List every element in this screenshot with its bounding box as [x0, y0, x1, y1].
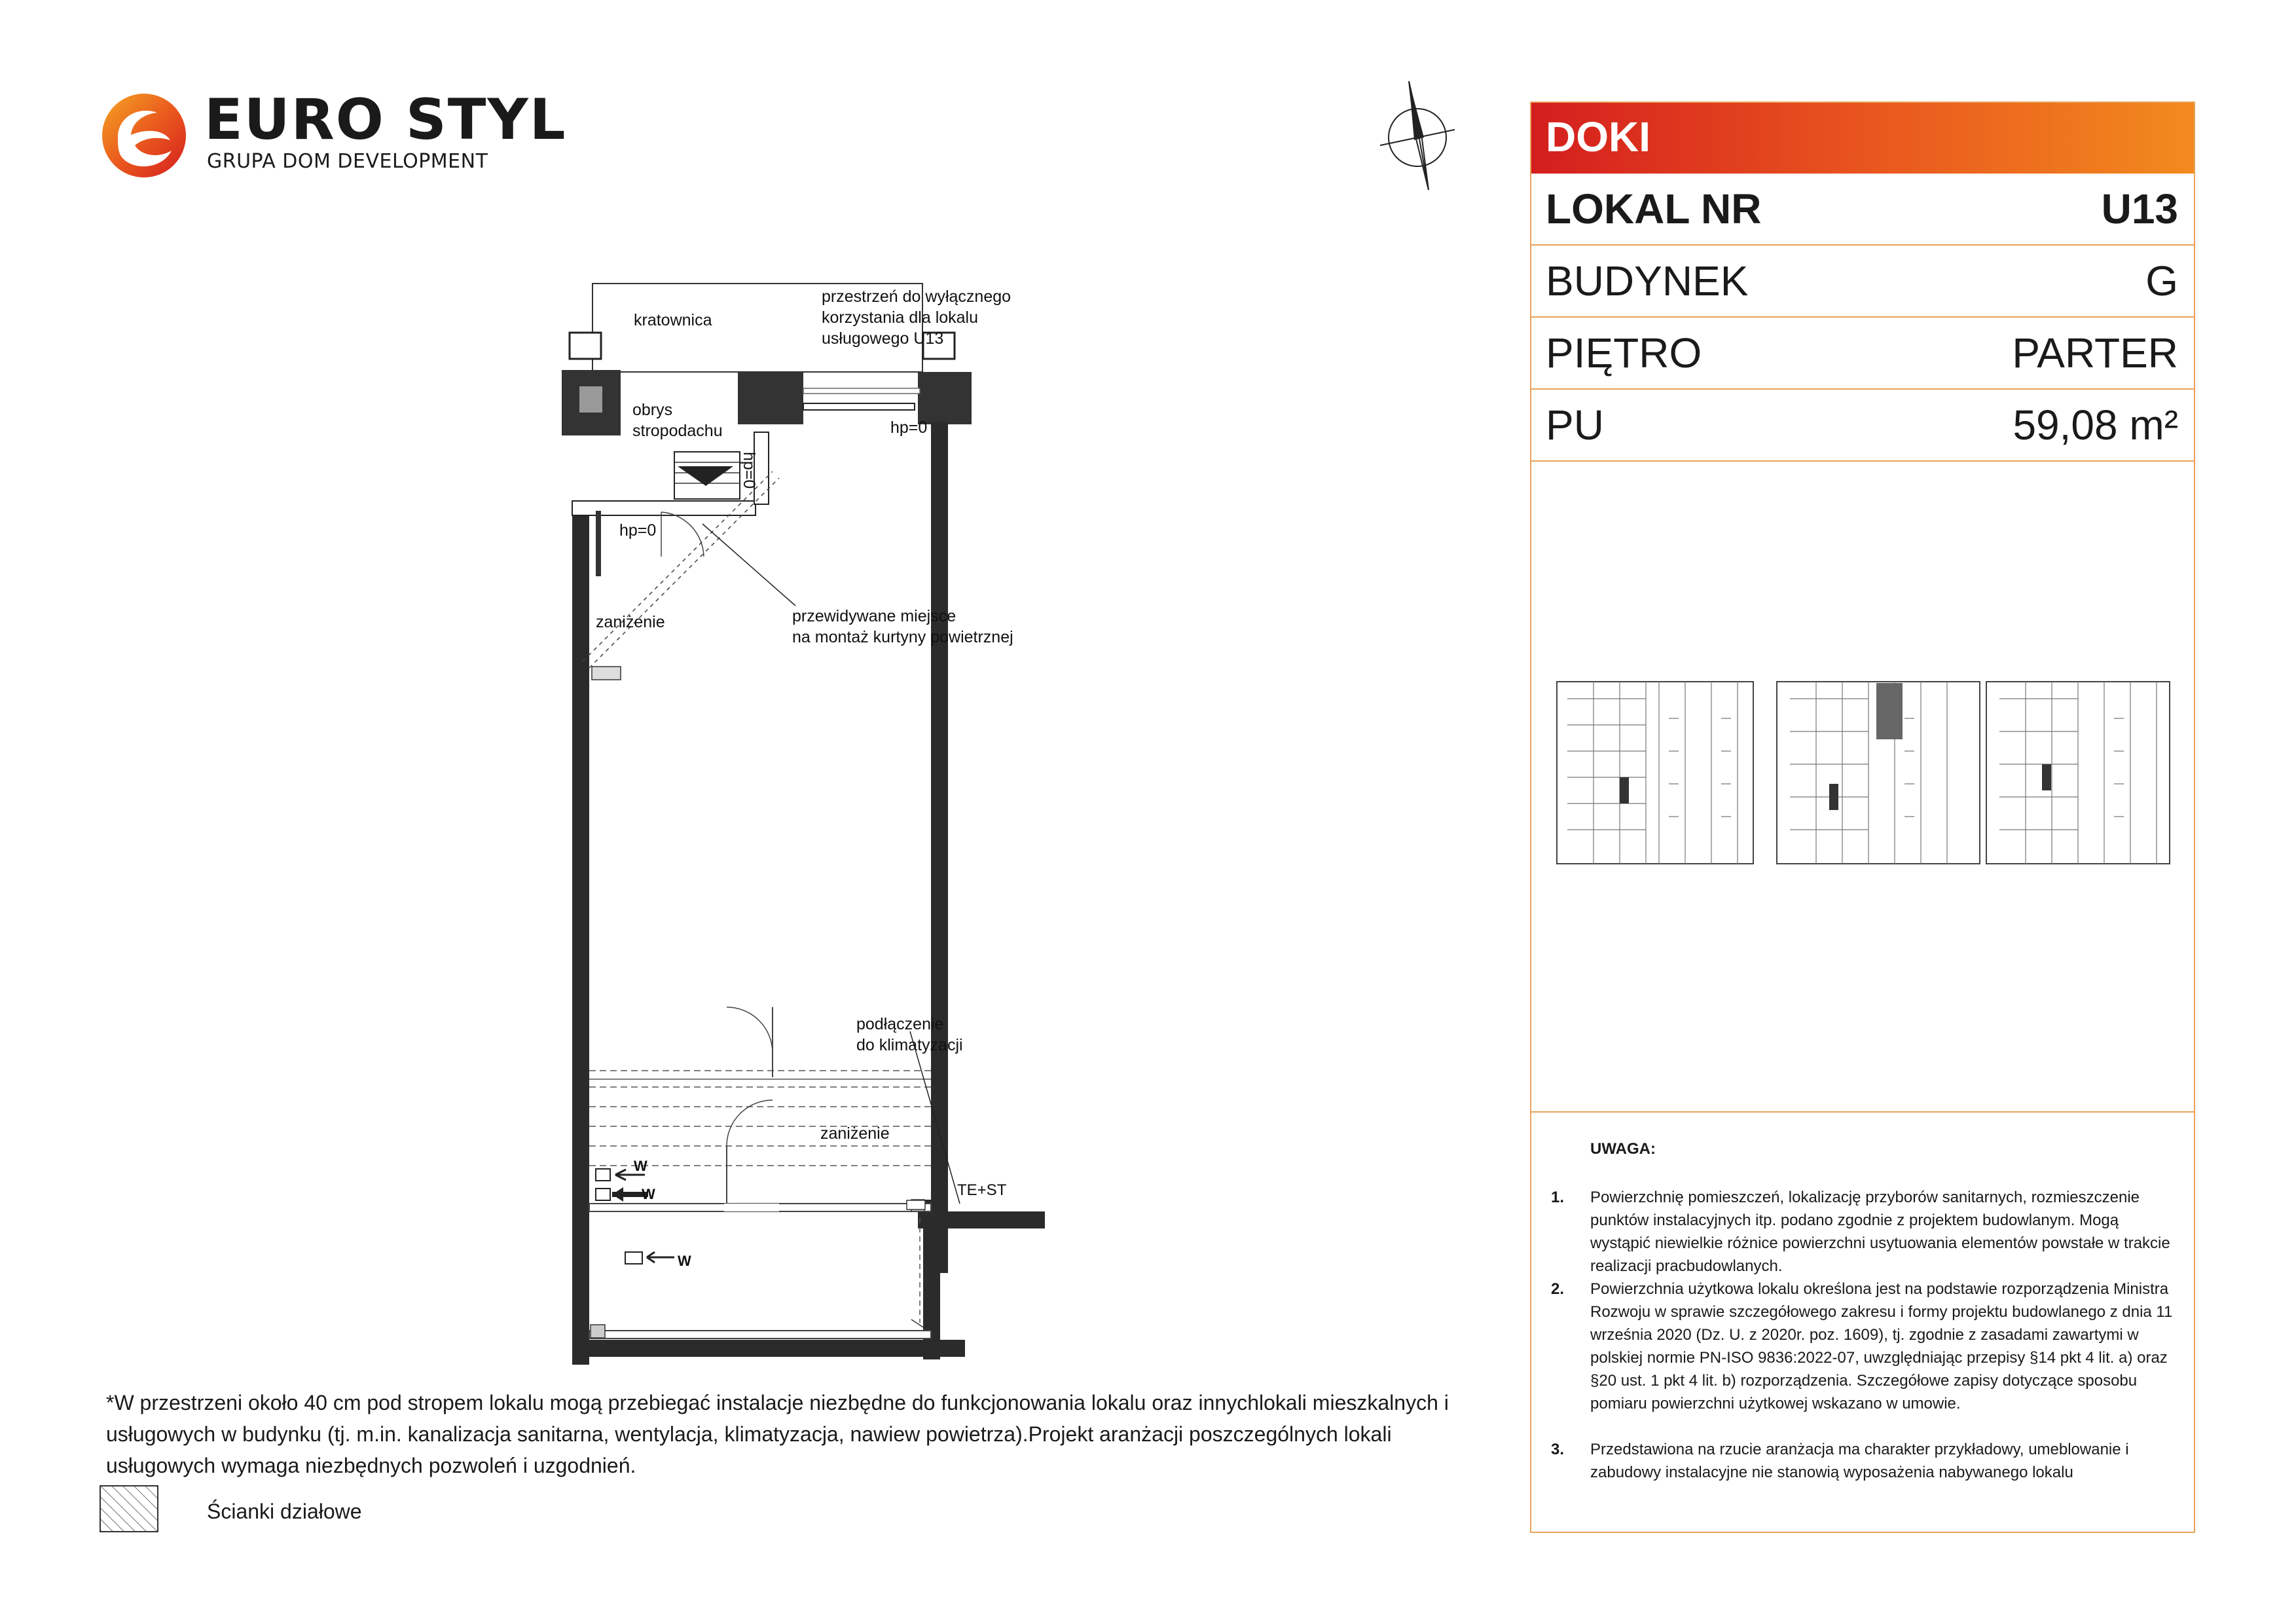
- note-2-text: Powierzchnia użytkowa lokalu określona jest na podstawie rozporządzenia Ministra Rozwoju w sprawie szczegółowego zakresu i formy projektu budowlanego z dnia 11 września 2020 (Dz. U. z 2020r. poz. 1609), tj. zgodnie z zasadami zawartymi w polskiej normie PN-ISO 9836:2022-07, uwzględniając przepisy §14 pkt 4 lit. a) oraz §20 ust. 1 pkt 4 lit. b) rozporządzenia. Szczegółowe zapisy dotyczące sposobu pomiaru powierzchni użytkowej wskazano w umowie.: [1590, 1280, 2173, 1412]
- legend-label: Ścianki działowe: [207, 1500, 362, 1523]
- note-1-text: Powierzchnię pomieszczeń, lokalizację przyborów sanitarnych, rozmieszczenie punktów instalacyjnych itp. podano zgodnie z projektem budowlanym. Mogą wystąpić niewielkie różnice powierzchni usytuowania elementów powstałe w trakcie realizacji pracbudowlanych.: [1590, 1189, 2170, 1275]
- label-lowering-top: zaniżenie: [596, 613, 665, 631]
- label-roof-outline-2: stropodachu: [632, 422, 723, 440]
- partition-hatch-icon: [100, 1485, 158, 1532]
- label-w-3: W: [678, 1253, 691, 1269]
- note-2-number: 2.: [1551, 1280, 1565, 1298]
- row-budynek-label: BUDYNEK: [1546, 257, 1749, 304]
- row-pu-value: 59,08 m²: [2013, 401, 2178, 449]
- notes-title: UWAGA:: [1590, 1140, 1656, 1158]
- label-hp0-vertical: hp=0: [740, 452, 758, 489]
- row-budynek: [1531, 246, 2194, 318]
- brand-subtitle: GRUPA DOM DEVELOPMENT: [207, 150, 488, 173]
- note-2: [1551, 1278, 2179, 1415]
- row-pu-label: PU: [1546, 401, 1604, 449]
- row-budynek-value: G: [2145, 257, 2178, 304]
- note-3-text: Przedstawiona na rzucie aranżacja ma charakter przykładowy, umeblowanie i zabudowy instalacyjne nie stanowią wyposażenia nabywanego lokalu: [1590, 1441, 2129, 1481]
- key-plan: [1554, 679, 2173, 869]
- row-lokal-value: U13: [2101, 185, 2178, 232]
- project-header: [1531, 103, 2194, 174]
- label-kratownica: kratownica: [634, 311, 712, 329]
- note-3: [1551, 1438, 2179, 1484]
- label-air-curtain-2: na montaż kurtyny powietrznej: [792, 628, 1013, 646]
- row-pietro: [1531, 318, 2194, 390]
- note-1: [1551, 1186, 2179, 1278]
- label-roof-outline-1: obrys: [632, 401, 673, 419]
- info-panel: [1530, 101, 2195, 1533]
- label-ac-connection-2: do klimatyzacji: [856, 1036, 963, 1054]
- row-pietro-label: PIĘTRO: [1546, 329, 1702, 377]
- project-name: DOKI: [1546, 113, 1650, 160]
- label-exclusive-space-1: przestrzeń do wyłącznego: [822, 287, 1011, 306]
- label-air-curtain-1: przewidywane miejsce: [792, 607, 957, 625]
- footnote: *W przestrzeni około 40 cm pod stropem lokalu mogą przebiegać instalacje niezbędne do funkcjonowania lokalu oraz innychlokali mieszkalnych i usługowych w budynku (tj. m.in. kanalizacja sanitarna, wentylacja, klimatyzacja, nawiew powietrza).Projekt aranżacji poszczególnych lokali usługowych wymaga niezbędnych pozwoleń i uzgodnień.: [106, 1391, 1449, 1477]
- label-te-st: TE+ST: [957, 1181, 1007, 1199]
- row-pietro-value: PARTER: [2012, 329, 2178, 377]
- row-pu: [1531, 390, 2194, 462]
- label-hp0-top: hp=0: [890, 418, 928, 437]
- brand-name: EURO STYL: [204, 87, 567, 153]
- notes-section: [1531, 1111, 2194, 1534]
- floor-plan: [537, 275, 1061, 1375]
- label-hp0-entry: hp=0: [619, 521, 657, 540]
- label-lowering-bottom: zaniżenie: [820, 1124, 890, 1143]
- compass-icon: [1368, 77, 1467, 195]
- row-lokal-label: LOKAL NR: [1546, 185, 1762, 232]
- note-1-number: 1.: [1551, 1189, 1565, 1206]
- row-lokal: [1531, 174, 2194, 246]
- note-3-number: 3.: [1551, 1441, 1565, 1458]
- label-w-1: W: [634, 1158, 647, 1174]
- label-exclusive-space-3: usługowego U13: [822, 329, 944, 348]
- label-ac-connection-1: podłączenie: [856, 1015, 944, 1033]
- logo-icon: [98, 92, 190, 180]
- label-w-2: W: [642, 1186, 655, 1202]
- label-exclusive-space-2: korzystania dla lokalu: [822, 308, 979, 327]
